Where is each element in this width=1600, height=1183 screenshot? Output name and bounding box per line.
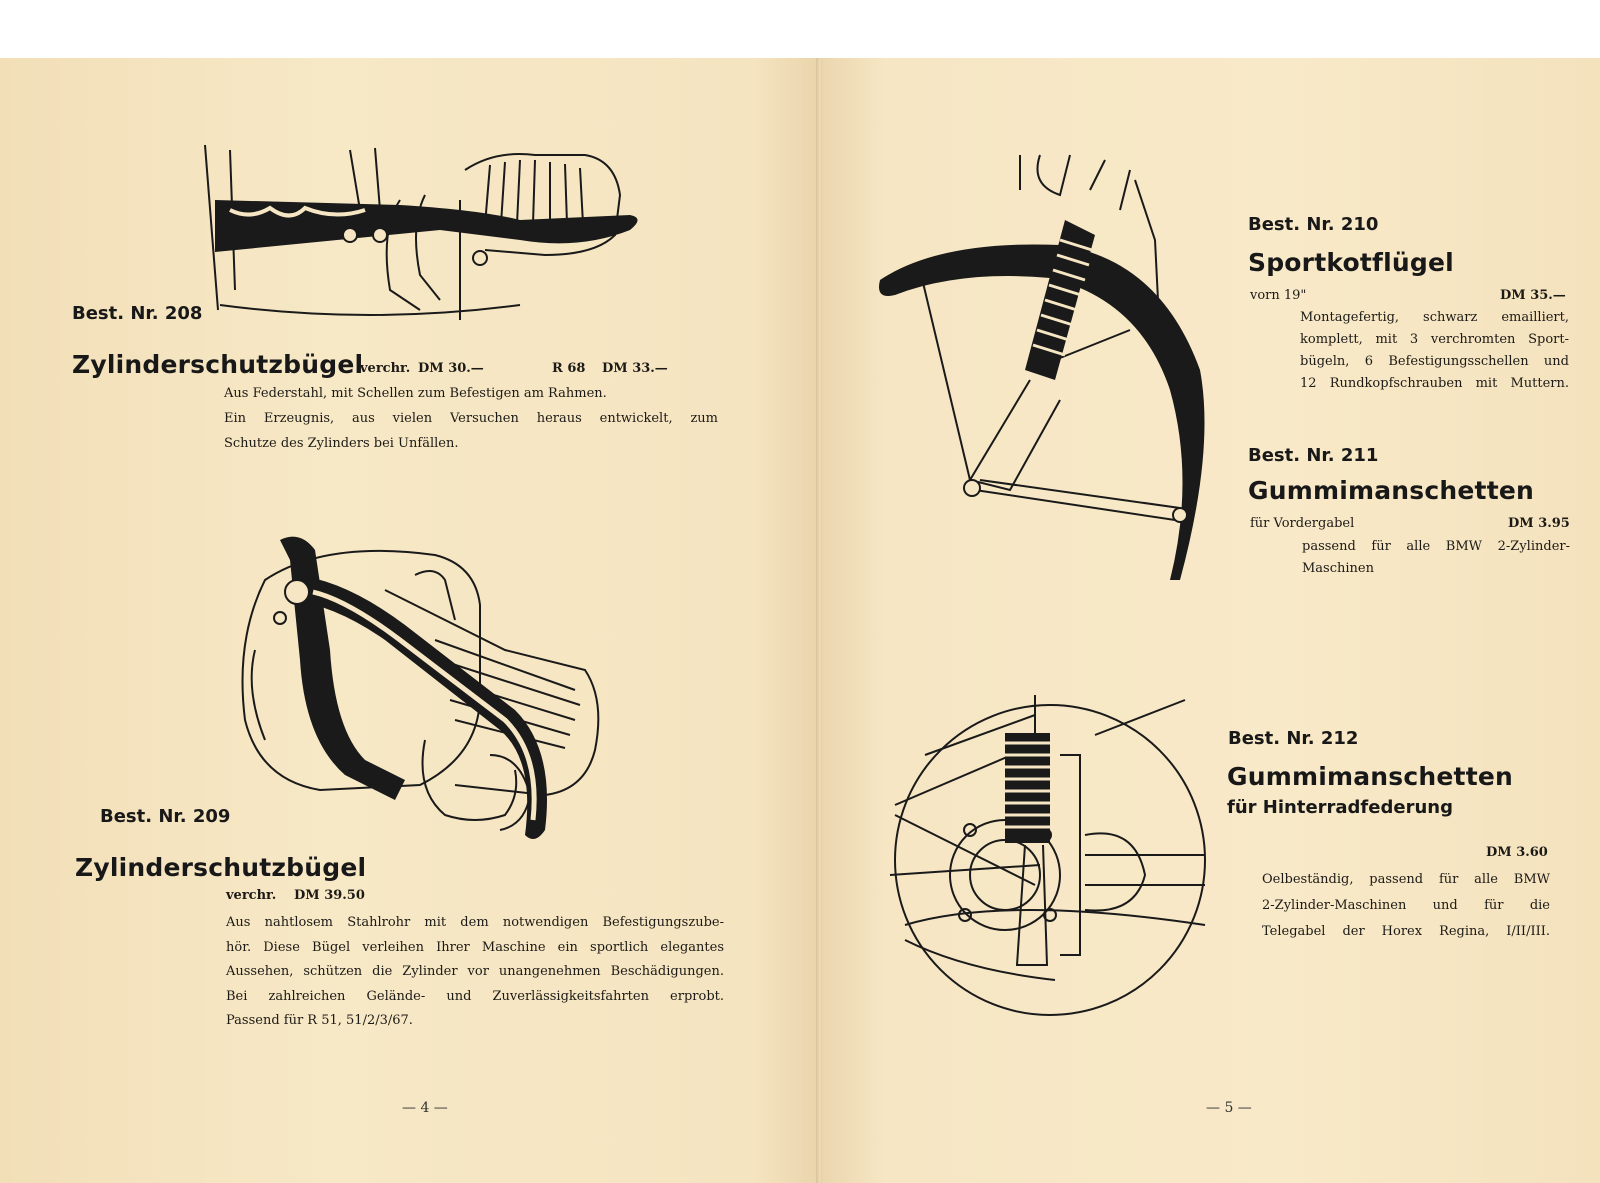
cylinder-guard-engine-illustration [200, 140, 660, 320]
item-211-price: DM 3.95 [1508, 516, 1570, 531]
item-208-price-2: DM 33.— [602, 361, 668, 376]
item-208-price-1: DM 30.— [418, 361, 484, 376]
item-210-price: DM 35.— [1500, 288, 1566, 303]
item-211-line-2: Maschinen [1302, 561, 1374, 576]
item-212-line-2: 2-Zylinder-Maschinen und für die [1262, 898, 1550, 913]
best-nr-211: Best. Nr. 211 [1248, 445, 1379, 466]
item-208-line-3: Schutze des Zylinders bei Unfällen. [224, 436, 459, 451]
item-210-line-1: Montagefertig, schwarz emailliert, [1300, 310, 1569, 325]
item-209-line-1: Aus nahtlosem Stahlrohr mit dem notwendigen Befestigungszube- [226, 915, 724, 930]
item-209-line-4: Bei zahlreichen Gelände- und Zuverlässigkeitsfahrten erprobt. [226, 988, 724, 1004]
item-211-usage: für Vordergabel [1250, 516, 1355, 531]
item-211-line-1: passend für alle BMW 2-Zylinder- [1302, 539, 1570, 554]
item-210-line-2: komplett, mit 3 verchromten Sport- [1300, 332, 1569, 347]
item-212-subtitle: für Hinterradfederung [1227, 797, 1453, 818]
item-208-line-1: Aus Federstahl, mit Schellen zum Befestigen am Rahmen. [224, 386, 607, 401]
item-212-line-1: Oelbeständig, passend für alle BMW [1262, 872, 1550, 887]
item-209-finish: verchr. [226, 888, 277, 903]
item-210-title: Sportkotflügel [1248, 248, 1454, 277]
item-208-title: Zylinderschutzbügel [72, 350, 364, 379]
item-209-line-5: Passend für R 51, 51/2/3/67. [226, 1013, 413, 1028]
item-212-description [1262, 867, 1550, 945]
item-210-description [1300, 307, 1569, 395]
item-209-line-3: Aussehen, schützen die Zylinder vor unangenehmen Beschädigungen. [226, 964, 724, 979]
item-209-description [226, 911, 724, 1034]
item-209-line-2: hör. Diese Bügel verleihen Ihrer Maschine ein sportlich elegantes [226, 939, 724, 955]
item-210-line-4: 12 Rundkopfschrauben mit Muttern. [1300, 376, 1569, 391]
rear-suspension-gaiter-illustration [885, 695, 1210, 1020]
sport-fender-fork-illustration [880, 150, 1220, 590]
item-211-description [1302, 536, 1570, 580]
page-number-left: — 4 — [402, 1100, 448, 1116]
page-number-right: — 5 — [1206, 1100, 1252, 1116]
item-210-line-3: bügeln, 6 Befestigungsschellen und [1300, 354, 1569, 369]
item-210-position: vorn 19" [1250, 288, 1307, 303]
item-209-price: DM 39.50 [294, 888, 365, 903]
best-nr-212: Best. Nr. 212 [1228, 728, 1359, 749]
item-208-variant: R 68 [552, 361, 586, 376]
best-nr-208: Best. Nr. 208 [72, 303, 203, 324]
item-208-finish: verchr. [360, 361, 411, 376]
tube-guard-engine-illustration [235, 530, 610, 850]
item-212-line-3: Telegabel der Horex Regina, I/II/III. [1262, 924, 1550, 939]
item-208-description [224, 381, 718, 456]
best-nr-209: Best. Nr. 209 [100, 806, 231, 827]
best-nr-210: Best. Nr. 210 [1248, 214, 1379, 235]
item-212-price: DM 3.60 [1486, 845, 1548, 860]
item-209-title: Zylinderschutzbügel [75, 853, 367, 882]
item-211-title: Gummimanschetten [1248, 476, 1535, 505]
item-208-line-2: Ein Erzeugnis, aus vielen Versuchen heraus entwickelt, zum [224, 411, 718, 426]
item-212-title: Gummimanschetten [1227, 762, 1514, 791]
